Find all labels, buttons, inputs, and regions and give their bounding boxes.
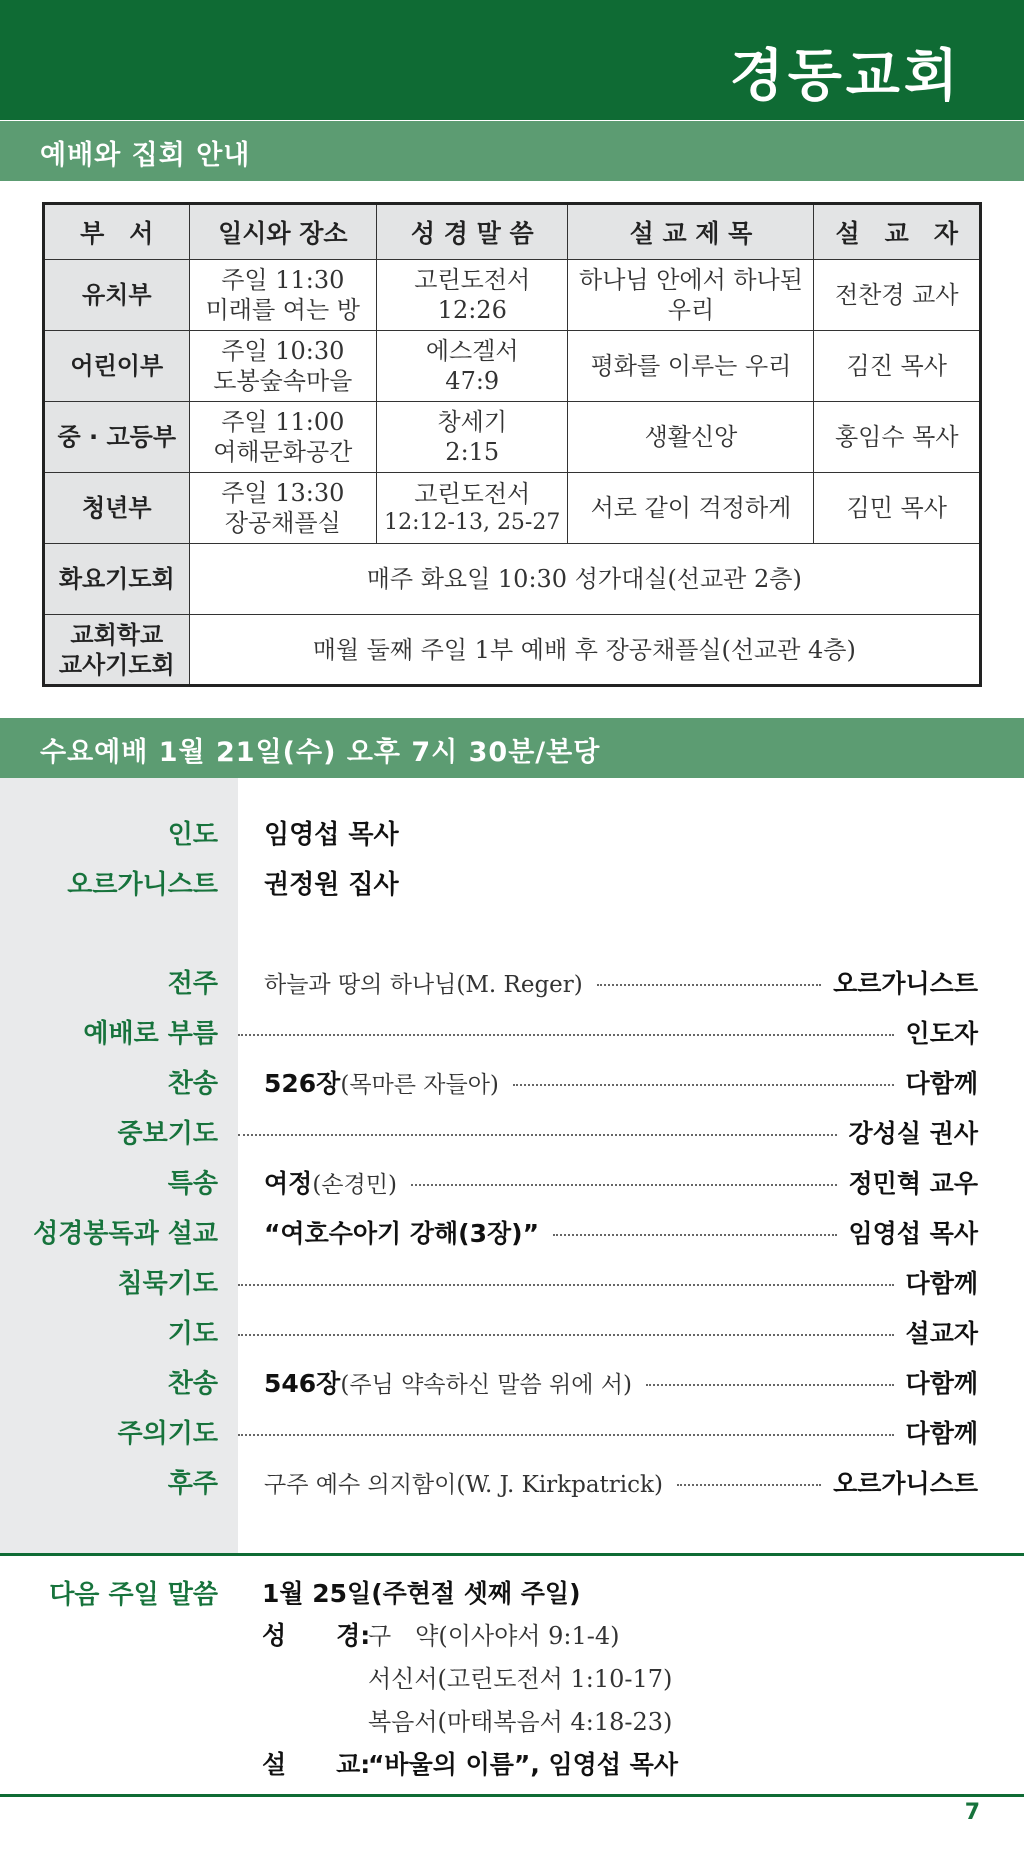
epistle-reading xyxy=(368,1659,672,1694)
epistle-text: 서신서(고린도전서 1:10-17) xyxy=(368,1665,673,1693)
time-place-cell xyxy=(189,402,376,473)
column-header: 일시와 장소 xyxy=(189,204,376,260)
info-cell: 매월 둘째 주일 1부 예배 후 장공채플실(선교관 4층) xyxy=(189,615,980,686)
gospel-reading xyxy=(368,1702,672,1737)
order-text: 하늘과 땅의 하나님(M. Reger) xyxy=(264,971,583,998)
title-cell: 서로 같이 걱정하게 xyxy=(568,473,814,544)
order-content xyxy=(238,1064,499,1100)
preacher-cell: 김진 목사 xyxy=(814,331,981,402)
order-row xyxy=(238,1262,978,1302)
page-number: 7 xyxy=(964,1800,980,1825)
sermon-text: “바울의 이름”, 임영섭 목사 xyxy=(368,1750,678,1779)
title-cell: 평화를 이루는 우리 xyxy=(568,331,814,402)
preacher-cell: 전찬경 교사 xyxy=(814,260,981,331)
order-label: 기도 xyxy=(167,1319,218,1349)
dot-leader xyxy=(646,1384,894,1386)
scripture-verse: 47:9 xyxy=(445,367,500,395)
place-text: 여해문화공간 xyxy=(213,438,353,466)
order-text: (손경민) xyxy=(312,1172,397,1198)
time-text: 주일 10:30 xyxy=(221,337,345,365)
order-row xyxy=(238,1062,978,1102)
table-row xyxy=(44,473,981,544)
dept-cell: 어린이부 xyxy=(44,331,190,402)
title-text-2: 우리 xyxy=(667,296,715,324)
gospel-text: 복음서(마태복음서 4:18-23) xyxy=(368,1708,673,1736)
scripture-book: 고린도전서 xyxy=(414,266,531,294)
order-performer: 다함께 xyxy=(905,1419,978,1448)
dept-cell: 청년부 xyxy=(44,473,190,544)
order-label: 성경봉독과 설교 xyxy=(33,1219,218,1249)
bottom-divider-line xyxy=(0,1794,1024,1797)
order-performer: 다함께 xyxy=(905,1269,978,1298)
column-header: 부 서 xyxy=(44,204,190,260)
time-text: 주일 13:30 xyxy=(221,479,345,507)
info-cell: 매주 화요일 10:30 성가대실(선교관 2층) xyxy=(189,544,980,615)
table-header-row xyxy=(44,204,981,260)
column-header: 성 경 말 씀 xyxy=(377,204,568,260)
dept-cell: 유치부 xyxy=(44,260,190,331)
order-row xyxy=(238,1212,978,1252)
table-row xyxy=(44,402,981,473)
order-label: 예배로 부름 xyxy=(83,1019,218,1049)
order-performer: 임영섭 목사 xyxy=(848,1219,978,1248)
order-label: 전주 xyxy=(167,969,218,999)
order-performer: 설교자 xyxy=(905,1319,978,1348)
dept-cell: 화요기도회 xyxy=(44,544,190,615)
scripture-verse: 2:15 xyxy=(445,438,500,466)
order-content xyxy=(238,1466,663,1499)
table-row xyxy=(44,544,981,615)
place-text: 장공채플실 xyxy=(224,509,341,537)
order-label: 특송 xyxy=(167,1169,218,1199)
schedule-section-title: 예배와 집회 안내 xyxy=(40,140,251,171)
organist-name: 권정원 집사 xyxy=(264,870,399,900)
next-week-date: 1월 25일(주현절 셋째 주일) xyxy=(262,1579,581,1608)
next-week-label: 다음 주일 말씀 xyxy=(49,1580,218,1610)
order-performer: 정민혁 교우 xyxy=(848,1169,978,1198)
next-week-scripture xyxy=(262,1616,619,1652)
dot-leader xyxy=(553,1234,837,1236)
dept-cell xyxy=(44,615,190,686)
dot-leader xyxy=(238,1434,894,1436)
order-content xyxy=(238,1364,632,1400)
order-label: 후주 xyxy=(167,1469,218,1499)
order-performer: 오르가니스트 xyxy=(833,1469,978,1498)
organist-label: 오르가니스트 xyxy=(67,870,218,900)
column-header: 설 교 자 xyxy=(814,204,981,260)
order-row xyxy=(238,1112,978,1152)
preacher-cell: 홍임수 목사 xyxy=(814,402,981,473)
scripture-book: 창세기 xyxy=(437,408,508,436)
time-place-cell xyxy=(189,331,376,402)
schedule-section-bar xyxy=(0,121,1024,181)
order-bold: 여정 xyxy=(264,1169,313,1198)
title-cell: 생활신앙 xyxy=(568,402,814,473)
order-label: 주의기도 xyxy=(117,1419,218,1449)
old-testament-reading: 구 약(이사야서 9:1-4) xyxy=(368,1622,620,1650)
dot-leader xyxy=(238,1334,894,1336)
preacher-cell: 김민 목사 xyxy=(814,473,981,544)
order-label: 찬송 xyxy=(167,1369,218,1399)
scripture-book: 고린도전서 xyxy=(414,480,531,509)
dot-leader xyxy=(238,1284,894,1286)
order-row xyxy=(238,1462,978,1502)
dept-text-2: 교사기도회 xyxy=(58,650,175,679)
order-row xyxy=(238,1362,978,1402)
order-text: 구주 예수 의지함이(W. J. Kirkpatrick) xyxy=(264,1471,663,1498)
dot-leader xyxy=(411,1184,837,1186)
order-performer: 강성실 권사 xyxy=(848,1119,978,1148)
table-row xyxy=(44,615,981,686)
scripture-cell xyxy=(377,402,568,473)
order-content xyxy=(238,1164,397,1200)
order-text: (주님 약속하신 말씀 위에 서) xyxy=(340,1372,632,1398)
church-name: 경동교회 xyxy=(729,44,962,109)
scripture-cell xyxy=(377,331,568,402)
divider-line xyxy=(0,1553,1024,1556)
order-label: 침묵기도 xyxy=(117,1269,218,1299)
time-text: 주일 11:30 xyxy=(221,266,345,294)
leader-name: 임영섭 목사 xyxy=(264,820,399,850)
order-text: (목마른 자들아) xyxy=(340,1072,499,1098)
order-performer: 오르가니스트 xyxy=(833,969,978,998)
header-bar xyxy=(0,0,1024,120)
place-text: 도봉숲속마을 xyxy=(213,367,353,395)
scripture-cell xyxy=(377,260,568,331)
place-text: 미래를 여는 방 xyxy=(205,296,360,324)
dept-cell: 중 · 고등부 xyxy=(44,402,190,473)
wednesday-section-bar xyxy=(0,718,1024,778)
order-content xyxy=(238,1214,539,1250)
next-week-sermon xyxy=(262,1745,678,1781)
order-label: 중보기도 xyxy=(117,1119,218,1149)
scripture-key: 성 경: xyxy=(262,1621,371,1650)
scripture-verse: 12:12-13, 25-27 xyxy=(384,510,561,536)
dot-leader xyxy=(597,984,821,986)
title-cell xyxy=(568,260,814,331)
scripture-cell xyxy=(377,473,568,544)
order-row xyxy=(238,1012,978,1052)
dot-leader xyxy=(677,1484,821,1486)
order-bold: 526장 xyxy=(264,1069,341,1098)
title-text: 하나님 안에서 하나된 xyxy=(579,266,803,294)
dot-leader xyxy=(513,1084,894,1086)
scripture-book: 에스겔서 xyxy=(425,337,519,365)
order-row xyxy=(238,1312,978,1352)
dot-leader xyxy=(238,1034,894,1036)
order-row xyxy=(238,962,978,1002)
order-bold: “여호수아기 강해(3장)” xyxy=(264,1219,540,1248)
order-row xyxy=(238,1412,978,1452)
schedule-table xyxy=(42,202,982,687)
order-performer: 다함께 xyxy=(905,1069,978,1098)
order-content xyxy=(238,966,583,999)
order-row xyxy=(238,1162,978,1202)
leader-label: 인도 xyxy=(167,820,218,850)
wednesday-section-title: 수요예배 1월 21일(수) 오후 7시 30분/본당 xyxy=(40,737,601,768)
time-place-cell xyxy=(189,473,376,544)
dot-leader xyxy=(238,1134,837,1136)
scripture-verse: 12:26 xyxy=(437,296,507,324)
order-performer: 인도자 xyxy=(905,1019,978,1048)
time-text: 주일 11:00 xyxy=(221,408,345,436)
table-row xyxy=(44,260,981,331)
time-place-cell xyxy=(189,260,376,331)
sermon-key: 설 교: xyxy=(262,1750,371,1779)
order-bold: 546장 xyxy=(264,1369,341,1398)
dept-text: 교회학교 xyxy=(70,620,164,649)
order-performer: 다함께 xyxy=(905,1369,978,1398)
order-label: 찬송 xyxy=(167,1069,218,1099)
column-header: 설 교 제 목 xyxy=(568,204,814,260)
table-row xyxy=(44,331,981,402)
